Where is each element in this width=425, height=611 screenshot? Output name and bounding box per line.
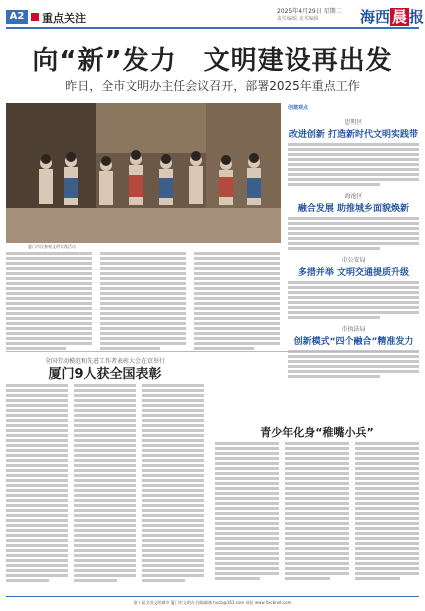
lead-column bbox=[6, 250, 92, 352]
sidebar-column bbox=[288, 112, 419, 380]
sidebar-item-text bbox=[288, 350, 419, 378]
footer-rule bbox=[6, 596, 419, 597]
story2-column bbox=[142, 382, 204, 584]
logo-text-post: 报 bbox=[409, 8, 425, 26]
sidebar-item-title: 改进创新 打造新时代文明实践带 bbox=[288, 130, 419, 140]
sidebar-item-kicker: 市公安局 bbox=[341, 257, 366, 264]
sidebar-item-title: 创新模式“四个融合”精准发力 bbox=[293, 337, 414, 347]
story3-column bbox=[285, 440, 349, 582]
sidebar-item bbox=[288, 255, 419, 319]
sidebar-item-title: 多措并举 文明交通提质升级 bbox=[297, 268, 410, 278]
sidebar-item bbox=[288, 191, 419, 250]
newspaper-logo bbox=[360, 6, 424, 27]
story3-column bbox=[215, 440, 279, 582]
main-subheadline: 昨日，全市文明办主任会议召开，部署2025年重点工作 bbox=[65, 79, 360, 93]
sidebar-item bbox=[288, 117, 419, 186]
story3-column bbox=[355, 440, 419, 582]
masthead bbox=[0, 0, 425, 28]
section-divider bbox=[6, 351, 419, 352]
main-headline: 向“新”发力 文明建设再出发 bbox=[32, 46, 393, 76]
sidebar-item-text bbox=[288, 143, 419, 186]
story2-kicker: 全国劳动模范和先进工作者表彰大会在京举行 bbox=[44, 358, 165, 365]
lead-article-body bbox=[6, 250, 281, 350]
sidebar-item-text bbox=[288, 217, 419, 250]
commentary-tag: 创建观点 bbox=[288, 105, 309, 111]
story2-headline: 厦门9人获全国表彰 bbox=[48, 367, 162, 382]
sidebar-item-title: 融合发展 助推城乡面貌焕新 bbox=[297, 204, 410, 214]
sidebar-item-kicker: 市执法局 bbox=[341, 326, 366, 333]
story2-column bbox=[6, 382, 68, 584]
editor-credit: 责任编辑 美术编辑 bbox=[277, 16, 319, 22]
lead-column bbox=[194, 250, 280, 352]
story3-body bbox=[215, 440, 419, 590]
lead-photo-image bbox=[6, 103, 281, 243]
page-footer: 第十届全国文明城市 厦门市文明办 投稿邮箱 hxcb@163.com 网址 www.hxcbnet.com bbox=[133, 600, 292, 605]
page-number: A2 bbox=[6, 10, 28, 24]
lead-column bbox=[100, 250, 186, 352]
header-rule bbox=[6, 27, 419, 29]
story2-column bbox=[74, 382, 136, 584]
photo-caption: 厦门市民参观文明实践活动 bbox=[28, 244, 76, 249]
lead-photo bbox=[6, 103, 281, 243]
sidebar-item-text bbox=[288, 281, 419, 319]
logo-text-pre: 海西 bbox=[360, 8, 391, 26]
logo-text-box: 晨 bbox=[392, 8, 408, 26]
section-title: 重点关注 bbox=[42, 12, 86, 25]
section-square-icon bbox=[31, 13, 39, 21]
sidebar-item-kicker: 海沧区 bbox=[344, 193, 363, 200]
date-line: 2025年4月29日 星期二 bbox=[277, 8, 342, 15]
sidebar-item-kicker: 思明区 bbox=[344, 119, 363, 126]
story2-body bbox=[6, 382, 204, 592]
story3-headline: 青少年化身“稚嘴小兵” bbox=[260, 426, 374, 439]
